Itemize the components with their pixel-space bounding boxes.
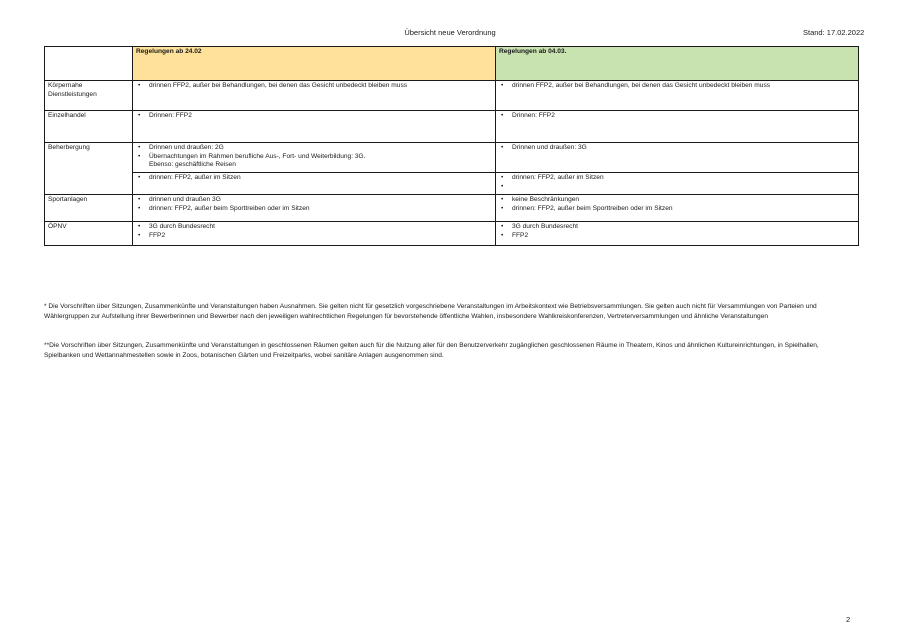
page-number: 2: [846, 615, 851, 624]
list-item: • Drinnen: FFP2: [499, 112, 855, 121]
column-header-old: Regelungen ab 24.02: [133, 47, 496, 81]
row-label: [45, 81, 133, 111]
list-item: • 3G durch Bundesrecht: [136, 223, 492, 232]
table-header-row: [45, 47, 859, 81]
new-rule-cell: [496, 222, 859, 246]
table-row: [45, 111, 859, 143]
document-title: Übersicht neue Verordnung: [404, 28, 496, 37]
list-item: • Drinnen und draußen: 3G: [499, 144, 855, 153]
list-item: • drinnen FFP2, außer bei Behandlungen, bei denen das Gesicht unbedeckt bleiben muss: [499, 82, 855, 91]
footnote-2: **Die Vorschriften über Sitzungen, Zusammenkünfte und Veranstaltungen in geschlossenen Räumen gelten auch für die Nutzung aller für den Benutzerverkehr zugänglichen geschlossenen Räume in Theatern, Kinos und ähnlichen Kultureinrichtungen, in Spielhallen, Spielbanken und Wettannahmestellen sowie in Zoos, botanischen Gärten und Freizeitparks, wobei sanitäre Anlagen ausgenommen sind.: [44, 342, 819, 359]
row-label: ÖPNV: [45, 222, 133, 246]
list-item-line: Ebenso: geschäftliche Reisen: [149, 161, 236, 169]
column-header-new: Regelungen ab 04.03.: [496, 47, 859, 81]
new-rule-cell: [496, 173, 859, 195]
old-rule-cell: [133, 143, 496, 173]
row-label: Beherbergung: [45, 143, 133, 195]
list-item: [136, 153, 492, 170]
list-item: • keine Beschränkungen: [499, 196, 855, 205]
list-item: • Drinnen: FFP2: [136, 112, 492, 121]
list-item: • drinnen: FFP2, außer beim Sporttreiben oder im Sitzen: [136, 205, 492, 214]
list-item: • FFP2: [136, 232, 492, 241]
old-rule-cell: [133, 195, 496, 222]
list-item: • FFP2: [499, 232, 855, 241]
list-item: • drinnen: FFP2, außer im Sitzen: [499, 174, 855, 183]
table-row: [45, 81, 859, 111]
old-rule-cell: [133, 111, 496, 143]
new-rule-cell: [496, 143, 859, 173]
list-item-line: • Übernachtungen im Rahmen berufliche Aus-, Fort- und Weiterbildung: 3G.: [149, 152, 366, 160]
new-rule-cell: [496, 195, 859, 222]
row-label: Sportanlagen: [45, 195, 133, 222]
table-row: [45, 143, 859, 173]
table-row: [45, 222, 859, 246]
document-date: Stand: 17.02.2022: [803, 28, 865, 37]
row-label-line: Körpernahe: [48, 82, 83, 89]
list-item: • Drinnen und draußen: 2G: [136, 144, 492, 153]
new-rule-cell: [496, 81, 859, 111]
list-item: • 3G durch Bundesrecht: [499, 223, 855, 232]
new-rule-cell: [496, 111, 859, 143]
list-item: • drinnen FFP2, außer bei Behandlungen, bei denen das Gesicht unbedeckt bleiben muss: [136, 82, 492, 91]
list-item: • drinnen und draußen 3G: [136, 196, 492, 205]
footnote-1: * Die Vorschriften über Sitzungen, Zusammenkünfte und Veranstaltungen haben Ausnahmen. Sie gelten nicht für gesetzlich vorgeschriebene Veranstaltungen im Arbeitskontext wie Betriebsversammlungen. Sie gelten auch nicht für Versammlungen von Parteien und Wählergruppen zur Aufstellung ihrer Bewerberinnen und Bewerber nach den jeweiligen wahlrechtlichen Regelungen für bevorstehende öffentliche Wahlen, insbesondere Wahlkreiskonferenzen, Vertreterversammlungen und ähnliche Veranstaltungen: [44, 303, 817, 320]
list-item: • drinnen: FFP2, außer im Sitzen: [136, 174, 492, 183]
old-rule-cell: [133, 173, 496, 195]
regulations-table: [44, 46, 859, 246]
header-empty-cell: [45, 47, 133, 81]
old-rule-cell: [133, 81, 496, 111]
table-row: [45, 173, 859, 195]
list-item: [499, 183, 855, 192]
list-item: • drinnen: FFP2, außer beim Sporttreiben oder im Sitzen: [499, 205, 855, 214]
row-label-line: Dienstleistungen: [48, 90, 97, 98]
table-row: [45, 195, 859, 222]
row-label: Einzelhandel: [45, 111, 133, 143]
old-rule-cell: [133, 222, 496, 246]
